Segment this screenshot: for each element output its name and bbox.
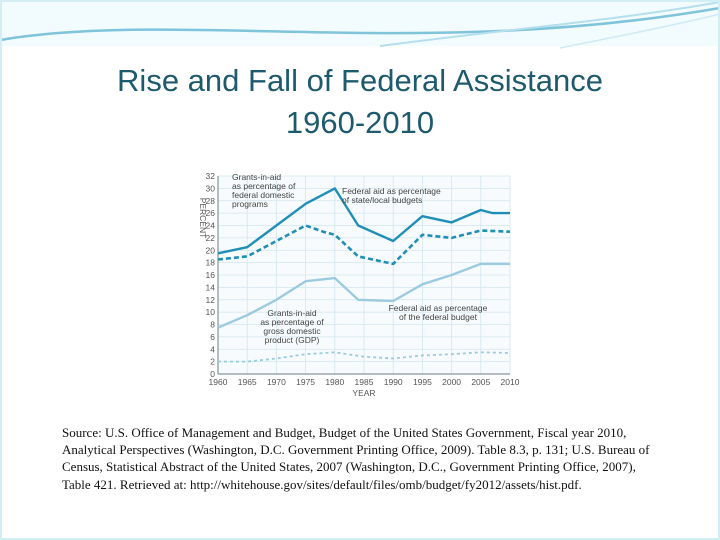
annotation-gdp-line: gross domestic [263, 326, 321, 336]
annotation-federal-domestic-programs-line: as percentage of [232, 181, 296, 191]
x-tick-label: 1985 [354, 377, 374, 387]
y-tick-label: 8 [210, 319, 215, 330]
annotation-federal-budget-line: of the federal budget [399, 312, 477, 322]
y-axis-label: PERCENT [198, 197, 208, 239]
y-tick-label: 10 [205, 307, 215, 318]
y-tick-label: 26 [205, 208, 215, 219]
x-axis-label: YEAR [352, 388, 376, 398]
y-tick-label: 0 [210, 369, 215, 379]
x-tick-label: 2000 [442, 377, 462, 387]
slide-title [0, 60, 720, 144]
y-tick-label: 6 [210, 331, 215, 342]
annotation-federal-domestic-programs-line: programs [232, 199, 268, 209]
line-chart [192, 166, 522, 402]
y-tick-label: 14 [205, 282, 215, 293]
x-tick-label: 2010 [500, 377, 520, 387]
y-tick-label: 20 [205, 245, 215, 256]
annotation-gdp-line: product (GDP) [264, 335, 320, 345]
x-tick-label: 1975 [296, 377, 316, 387]
x-tick-label: 1990 [383, 377, 403, 387]
x-tick-label: 1995 [412, 377, 432, 387]
annotation-gdp [260, 308, 324, 345]
y-tick-label: 16 [205, 270, 215, 280]
y-tick-label: 12 [205, 294, 215, 305]
annotation-federal-domestic-programs-line: Grants-in-aid [232, 172, 282, 182]
x-tick-label: 1960 [208, 377, 228, 387]
y-tick-label: 22 [205, 232, 215, 243]
x-tick-label: 1970 [266, 377, 286, 387]
y-tick-label: 18 [205, 257, 215, 268]
title-line-1: Rise and Fall of Federal Assistance [117, 63, 603, 98]
y-tick-label: 4 [210, 344, 215, 355]
x-tick-label: 1980 [325, 377, 345, 387]
y-tick-label: 28 [205, 195, 215, 206]
y-tick-label: 24 [205, 220, 215, 231]
x-tick-label: 2005 [471, 377, 491, 387]
annotation-gdp-line: as percentage of [260, 317, 324, 327]
y-tick-label: 2 [210, 356, 215, 367]
x-tick-label: 1965 [237, 377, 257, 387]
y-tick-label: 32 [205, 171, 215, 181]
annotation-federal-budget-line: Federal aid as percentage [388, 303, 488, 313]
annotation-federal-domestic-programs-line: federal domestic [232, 190, 295, 200]
title-line-2: 1960-2010 [285, 105, 435, 140]
annotation-federal-budget [389, 303, 488, 322]
source-citation: Source: U.S. Office of Management and Budget, Budget of the United States Government, Fiscal year 2010, Analytical Perspectives (Washington, D.C. Government Printing Office, 2009). Table 8.3, p. 131; U.S. Bureau of Census, Statistical Abstract of the United States, 2007 (Washington, D.C., Government Printing Office, 2007), Table 421. Retrieved at: http://whitehouse.gov/sites/default/files/omb/budget/fy2012/assets/hist.pdf. [62, 425, 650, 492]
annotation-state-local-budgets-line: Federal aid as percentage [342, 186, 441, 196]
y-tick-label: 30 [205, 183, 215, 194]
annotation-gdp-line: Grants-in-aid [267, 308, 317, 318]
annotation-state-local-budgets-line: of state/local budgets [342, 195, 423, 205]
